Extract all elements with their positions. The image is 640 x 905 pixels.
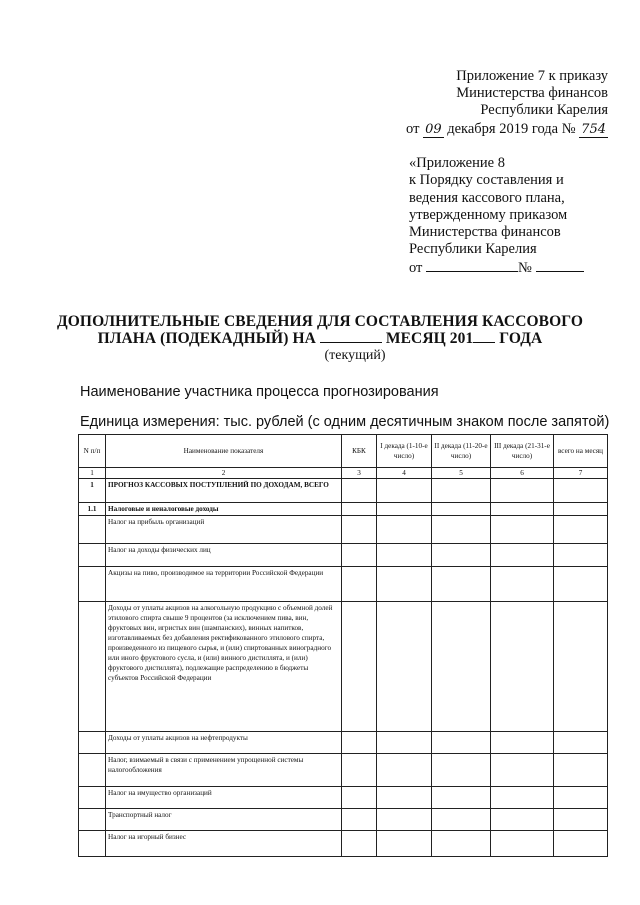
column-number: 7 (554, 468, 608, 479)
value-cell[interactable] (342, 567, 377, 602)
header-cell: всего на месяц (554, 435, 608, 468)
value-cell[interactable] (491, 503, 554, 516)
row-number (79, 567, 106, 602)
indicator-name: Доходы от уплаты акцизов на алкогольную продукцию с объемной долей этилового спирта свыше 9 процентов (за исключением пива, вин, фруктовых вин, игристых вин (шампанских), винных напитков, изготавливаемых без добавления ректификованного этилового спирта, произведенного из пищевого сырья, и (или) спиртованных виноградного или иного фруктового сусла, и (или) винного дистиллята, и (или) фруктового дистиллята), подлежащие распределению в бюджеты субъектов Российской Федерации (106, 602, 342, 732)
header-cell: I декада (1-10-е число) (377, 435, 432, 468)
participant-label: Наименование участника процесса прогнозирования (80, 384, 439, 400)
unit-label: Единица измерения: тыс. рублей (с одним десятичным знаком после запятой) (80, 414, 610, 430)
row-number (79, 732, 106, 754)
value-cell[interactable] (432, 602, 491, 732)
value-cell[interactable] (377, 602, 432, 732)
value-cell[interactable] (491, 809, 554, 831)
indicator-name: ПРОГНОЗ КАССОВЫХ ПОСТУПЛЕНИЙ ПО ДОХОДАМ, ВСЕГО (106, 479, 342, 503)
row-number (79, 516, 106, 544)
value-cell[interactable] (491, 831, 554, 857)
column-number: 4 (377, 468, 432, 479)
row-number: 1.1 (79, 503, 106, 516)
value-cell[interactable] (377, 503, 432, 516)
value-cell[interactable] (554, 544, 608, 567)
value-cell[interactable] (342, 479, 377, 503)
value-cell[interactable] (554, 567, 608, 602)
value-cell[interactable] (377, 754, 432, 787)
value-cell[interactable] (491, 479, 554, 503)
value-cell[interactable] (377, 516, 432, 544)
value-cell[interactable] (554, 787, 608, 809)
annex-from: от (409, 259, 423, 276)
annex-line-6: Республики Карелия (409, 241, 537, 258)
value-cell[interactable] (342, 544, 377, 567)
value-cell[interactable] (554, 754, 608, 787)
annex-line-3: ведения кассового плана, (409, 189, 565, 206)
title-year-blank (473, 330, 495, 343)
value-cell[interactable] (432, 809, 491, 831)
value-cell[interactable] (432, 754, 491, 787)
annex-num: № (518, 259, 532, 276)
row-number (79, 754, 106, 787)
table-row (79, 567, 608, 602)
value-cell[interactable] (432, 516, 491, 544)
order-header-line-3: Республики Карелия (480, 102, 608, 118)
order-date-line (340, 121, 608, 138)
table-row (79, 732, 608, 754)
header-cell: N п/п (79, 435, 106, 468)
value-cell[interactable] (377, 479, 432, 503)
table-row (79, 809, 608, 831)
indicator-name: Доходы от уплаты акцизов на нефтепродукты (106, 732, 342, 754)
title-part-a: ПЛАНА (ПОДЕКАДНЫЙ) НА (97, 330, 316, 347)
value-cell[interactable] (432, 544, 491, 567)
header-cell: III декада (21-31-е число) (491, 435, 554, 468)
value-cell[interactable] (554, 602, 608, 732)
annex-line-2: к Порядку составления и (409, 172, 564, 189)
title-part-c: ГОДА (499, 330, 543, 347)
value-cell[interactable] (554, 809, 608, 831)
title-month-blank (320, 330, 382, 343)
value-cell[interactable] (491, 516, 554, 544)
document-title-line-2 (20, 330, 620, 348)
cash-plan-table (78, 434, 608, 857)
value-cell[interactable] (377, 567, 432, 602)
value-cell[interactable] (377, 787, 432, 809)
table-row (79, 754, 608, 787)
order-mid: декабря 2019 года № (447, 121, 576, 137)
row-number (79, 602, 106, 732)
value-cell[interactable] (432, 831, 491, 857)
value-cell[interactable] (377, 732, 432, 754)
value-cell[interactable] (342, 754, 377, 787)
column-number: 3 (342, 468, 377, 479)
header-cell: Наименование показателя (106, 435, 342, 468)
table-header-row (79, 435, 608, 468)
column-number: 6 (491, 468, 554, 479)
annex-line-5: Министерства финансов (409, 224, 561, 241)
table-row (79, 544, 608, 567)
value-cell[interactable] (342, 602, 377, 732)
value-cell[interactable] (491, 602, 554, 732)
value-cell[interactable] (432, 567, 491, 602)
row-number (79, 809, 106, 831)
column-number: 1 (79, 468, 106, 479)
table-row (79, 516, 608, 544)
title-note: (текущий) (324, 348, 386, 363)
annex-blank-line (409, 259, 609, 277)
document-title-line-1: ДОПОЛНИТЕЛЬНЫЕ СВЕДЕНИЯ ДЛЯ СОСТАВЛЕНИЯ КАССОВОГО (57, 313, 583, 330)
row-number (79, 544, 106, 567)
indicator-name: Налоговые и неналоговые доходы (106, 503, 342, 516)
value-cell[interactable] (554, 732, 608, 754)
value-cell[interactable] (432, 479, 491, 503)
indicator-name: Налог на имущество организаций (106, 787, 342, 809)
order-header-line-2: Министерства финансов (456, 85, 608, 101)
indicator-name: Налог на игорный бизнес (106, 831, 342, 857)
value-cell[interactable] (342, 732, 377, 754)
value-cell[interactable] (554, 479, 608, 503)
order-day-handwritten: 09 (425, 122, 442, 137)
annex-date-blank (426, 259, 518, 272)
indicator-name: Налог на прибыль организаций (106, 516, 342, 544)
value-cell[interactable] (342, 809, 377, 831)
value-cell[interactable] (342, 503, 377, 516)
header-cell: II декада (11-20-е число) (432, 435, 491, 468)
column-number: 2 (106, 468, 342, 479)
table-row (79, 479, 608, 503)
value-cell[interactable] (342, 787, 377, 809)
annex-line-1: «Приложение 8 (409, 155, 505, 171)
order-header-line-1: Приложение 7 к приказу (456, 68, 608, 84)
table-body (79, 479, 608, 857)
row-number: 1 (79, 479, 106, 503)
indicator-name: Транспортный налог (106, 809, 342, 831)
indicator-name: Налог на доходы физических лиц (106, 544, 342, 567)
row-number (79, 831, 106, 857)
annex-number-blank (536, 259, 584, 272)
table-row (79, 602, 608, 732)
order-header (358, 68, 608, 119)
value-cell[interactable] (491, 732, 554, 754)
value-cell[interactable] (491, 567, 554, 602)
value-cell[interactable] (491, 544, 554, 567)
header-cell: КБК (342, 435, 377, 468)
value-cell[interactable] (432, 787, 491, 809)
row-number (79, 787, 106, 809)
table-row (79, 787, 608, 809)
value-cell[interactable] (377, 544, 432, 567)
order-number-handwritten: 754 (581, 122, 606, 137)
column-number: 5 (432, 468, 491, 479)
title-part-b: МЕСЯЦ 201 (385, 330, 474, 347)
value-cell[interactable] (491, 787, 554, 809)
value-cell[interactable] (554, 503, 608, 516)
value-cell[interactable] (342, 516, 377, 544)
value-cell[interactable] (432, 503, 491, 516)
indicator-name: Акцизы на пиво, производимое на территории Российской Федерации (106, 567, 342, 602)
annex-line-4: утвержденному приказом (409, 206, 568, 223)
value-cell[interactable] (432, 732, 491, 754)
table-row (79, 831, 608, 857)
indicator-name: Налог, взимаемый в связи с применением упрощенной системы налогообложения (106, 754, 342, 787)
value-cell[interactable] (377, 809, 432, 831)
table-number-row (79, 468, 608, 479)
value-cell[interactable] (554, 831, 608, 857)
annex-block (409, 155, 609, 277)
order-prefix: от (406, 121, 420, 137)
value-cell[interactable] (554, 516, 608, 544)
value-cell[interactable] (491, 754, 554, 787)
value-cell[interactable] (342, 831, 377, 857)
value-cell[interactable] (377, 831, 432, 857)
table-row (79, 503, 608, 516)
